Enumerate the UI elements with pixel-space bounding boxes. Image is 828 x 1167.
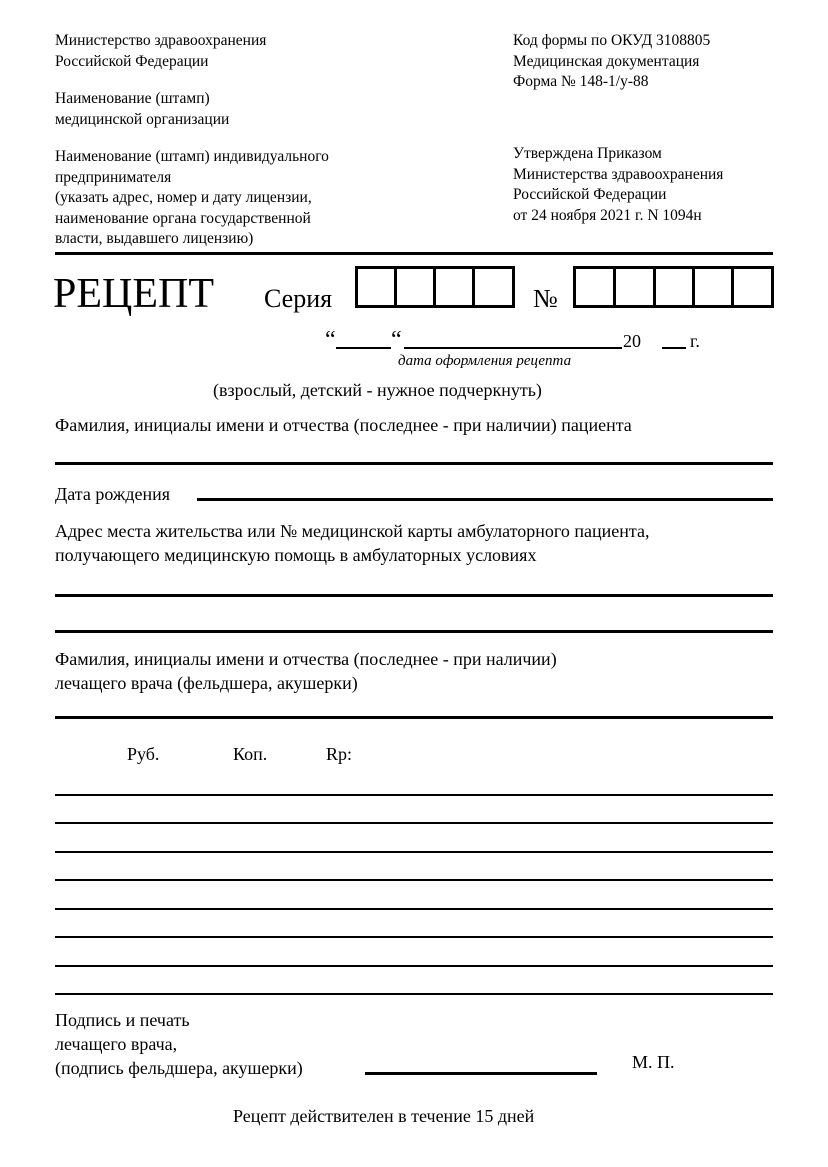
signature-line[interactable]	[365, 1072, 597, 1075]
doctor-name-line[interactable]	[55, 716, 773, 719]
number-box-2[interactable]	[613, 266, 656, 308]
okud-line-3: Форма № 148-1/у-88	[513, 73, 649, 90]
birth-date-line[interactable]	[197, 498, 773, 501]
signature-label-3: (подпись фельдшера, акушерки)	[55, 1058, 303, 1078]
birth-date-label: Дата рождения	[55, 484, 171, 504]
ip-line-3: (указать адрес, номер и дату лицензии,	[55, 189, 312, 206]
series-label: Серия	[264, 284, 333, 313]
okud-line-2: Медицинская документация	[513, 52, 700, 70]
address-label-line-1: Адрес места жительства или № медицинской карты амбулаторного пациента,	[55, 521, 650, 541]
prescription-line[interactable]	[55, 822, 773, 824]
series-box-2[interactable]	[394, 266, 436, 308]
series-box-3[interactable]	[433, 266, 475, 308]
prescription-line[interactable]	[55, 908, 773, 910]
signature-label-2: лечащего врача,	[55, 1034, 178, 1054]
okud-block	[513, 31, 710, 93]
series-box-1[interactable]	[355, 266, 397, 308]
approval-line-1: Утверждена Приказом	[513, 145, 662, 162]
ministry-header	[55, 31, 266, 72]
patient-name-line[interactable]	[55, 462, 773, 465]
month-line[interactable]	[404, 347, 622, 349]
doctor-label-line-1: Фамилия, инициалы имени и отчества (последнее - при наличии)	[55, 649, 557, 669]
header-divider	[55, 252, 773, 255]
approval-line-4: от 24 ноября 2021 г. N 1094н	[513, 206, 702, 224]
date-open-quote: “	[325, 327, 336, 353]
address-line-2[interactable]	[55, 630, 773, 633]
stamp-place-label: М. П.	[632, 1052, 675, 1072]
year-suffix: г.	[690, 331, 700, 351]
prescription-line[interactable]	[55, 936, 773, 938]
ip-line-1: Наименование (штамп) индивидуального	[55, 148, 329, 165]
prescription-line[interactable]	[55, 851, 773, 853]
approval-line-2: Министерства здравоохранения	[513, 165, 724, 183]
ministry-line-1: Министерство здравоохранения	[55, 32, 267, 49]
year-prefix: 20	[623, 331, 641, 351]
ministry-line-2: Российской Федерации	[55, 52, 209, 70]
date-close-quote: “	[391, 327, 402, 353]
number-box-4[interactable]	[692, 266, 734, 308]
doctor-label-line-2: лечащего врача (фельдшера, акушерки)	[55, 673, 358, 693]
approval-line-3: Российской Федерации	[513, 186, 667, 203]
org-line-1: Наименование (штамп)	[55, 90, 210, 107]
address-label-line-2: получающего медицинскую помощь в амбулаторных условиях	[55, 545, 537, 565]
address-line-1[interactable]	[55, 594, 773, 597]
rub-label: Руб.	[127, 744, 160, 764]
org-line-2: медицинской организации	[55, 110, 230, 128]
recipe-title: РЕЦЕПТ	[53, 271, 214, 317]
ip-line-5: власти, выдавшего лицензию)	[55, 230, 254, 247]
number-label: №	[533, 284, 558, 313]
rp-label: Rp:	[326, 744, 353, 764]
ip-stamp-block	[55, 147, 329, 250]
day-line[interactable]	[336, 347, 391, 349]
number-box-1[interactable]	[573, 266, 616, 308]
prescription-line[interactable]	[55, 879, 773, 881]
prescription-line[interactable]	[55, 993, 773, 995]
ip-line-2: предпринимателя	[55, 168, 172, 186]
prescription-line[interactable]	[55, 794, 773, 796]
signature-label-1: Подпись и печать	[55, 1010, 190, 1030]
number-box-5[interactable]	[731, 266, 774, 308]
ip-line-4: наименование органа государственной	[55, 209, 311, 227]
okud-line-1: Код формы по ОКУД 3108805	[513, 32, 711, 49]
series-box-4[interactable]	[472, 266, 515, 308]
year-line[interactable]	[662, 347, 686, 349]
age-note: (взрослый, детский - нужное подчеркнуть)	[213, 380, 542, 400]
number-box-3[interactable]	[653, 266, 695, 308]
org-stamp-block	[55, 89, 229, 130]
approval-block	[513, 144, 723, 226]
patient-name-label: Фамилия, инициалы имени и отчества (последнее - при наличии) пациента	[55, 415, 632, 435]
validity-note: Рецепт действителен в течение 15 дней	[233, 1106, 535, 1126]
prescription-line[interactable]	[55, 965, 773, 967]
date-caption: дата оформления рецепта	[398, 353, 572, 369]
kop-label: Коп.	[233, 744, 268, 764]
